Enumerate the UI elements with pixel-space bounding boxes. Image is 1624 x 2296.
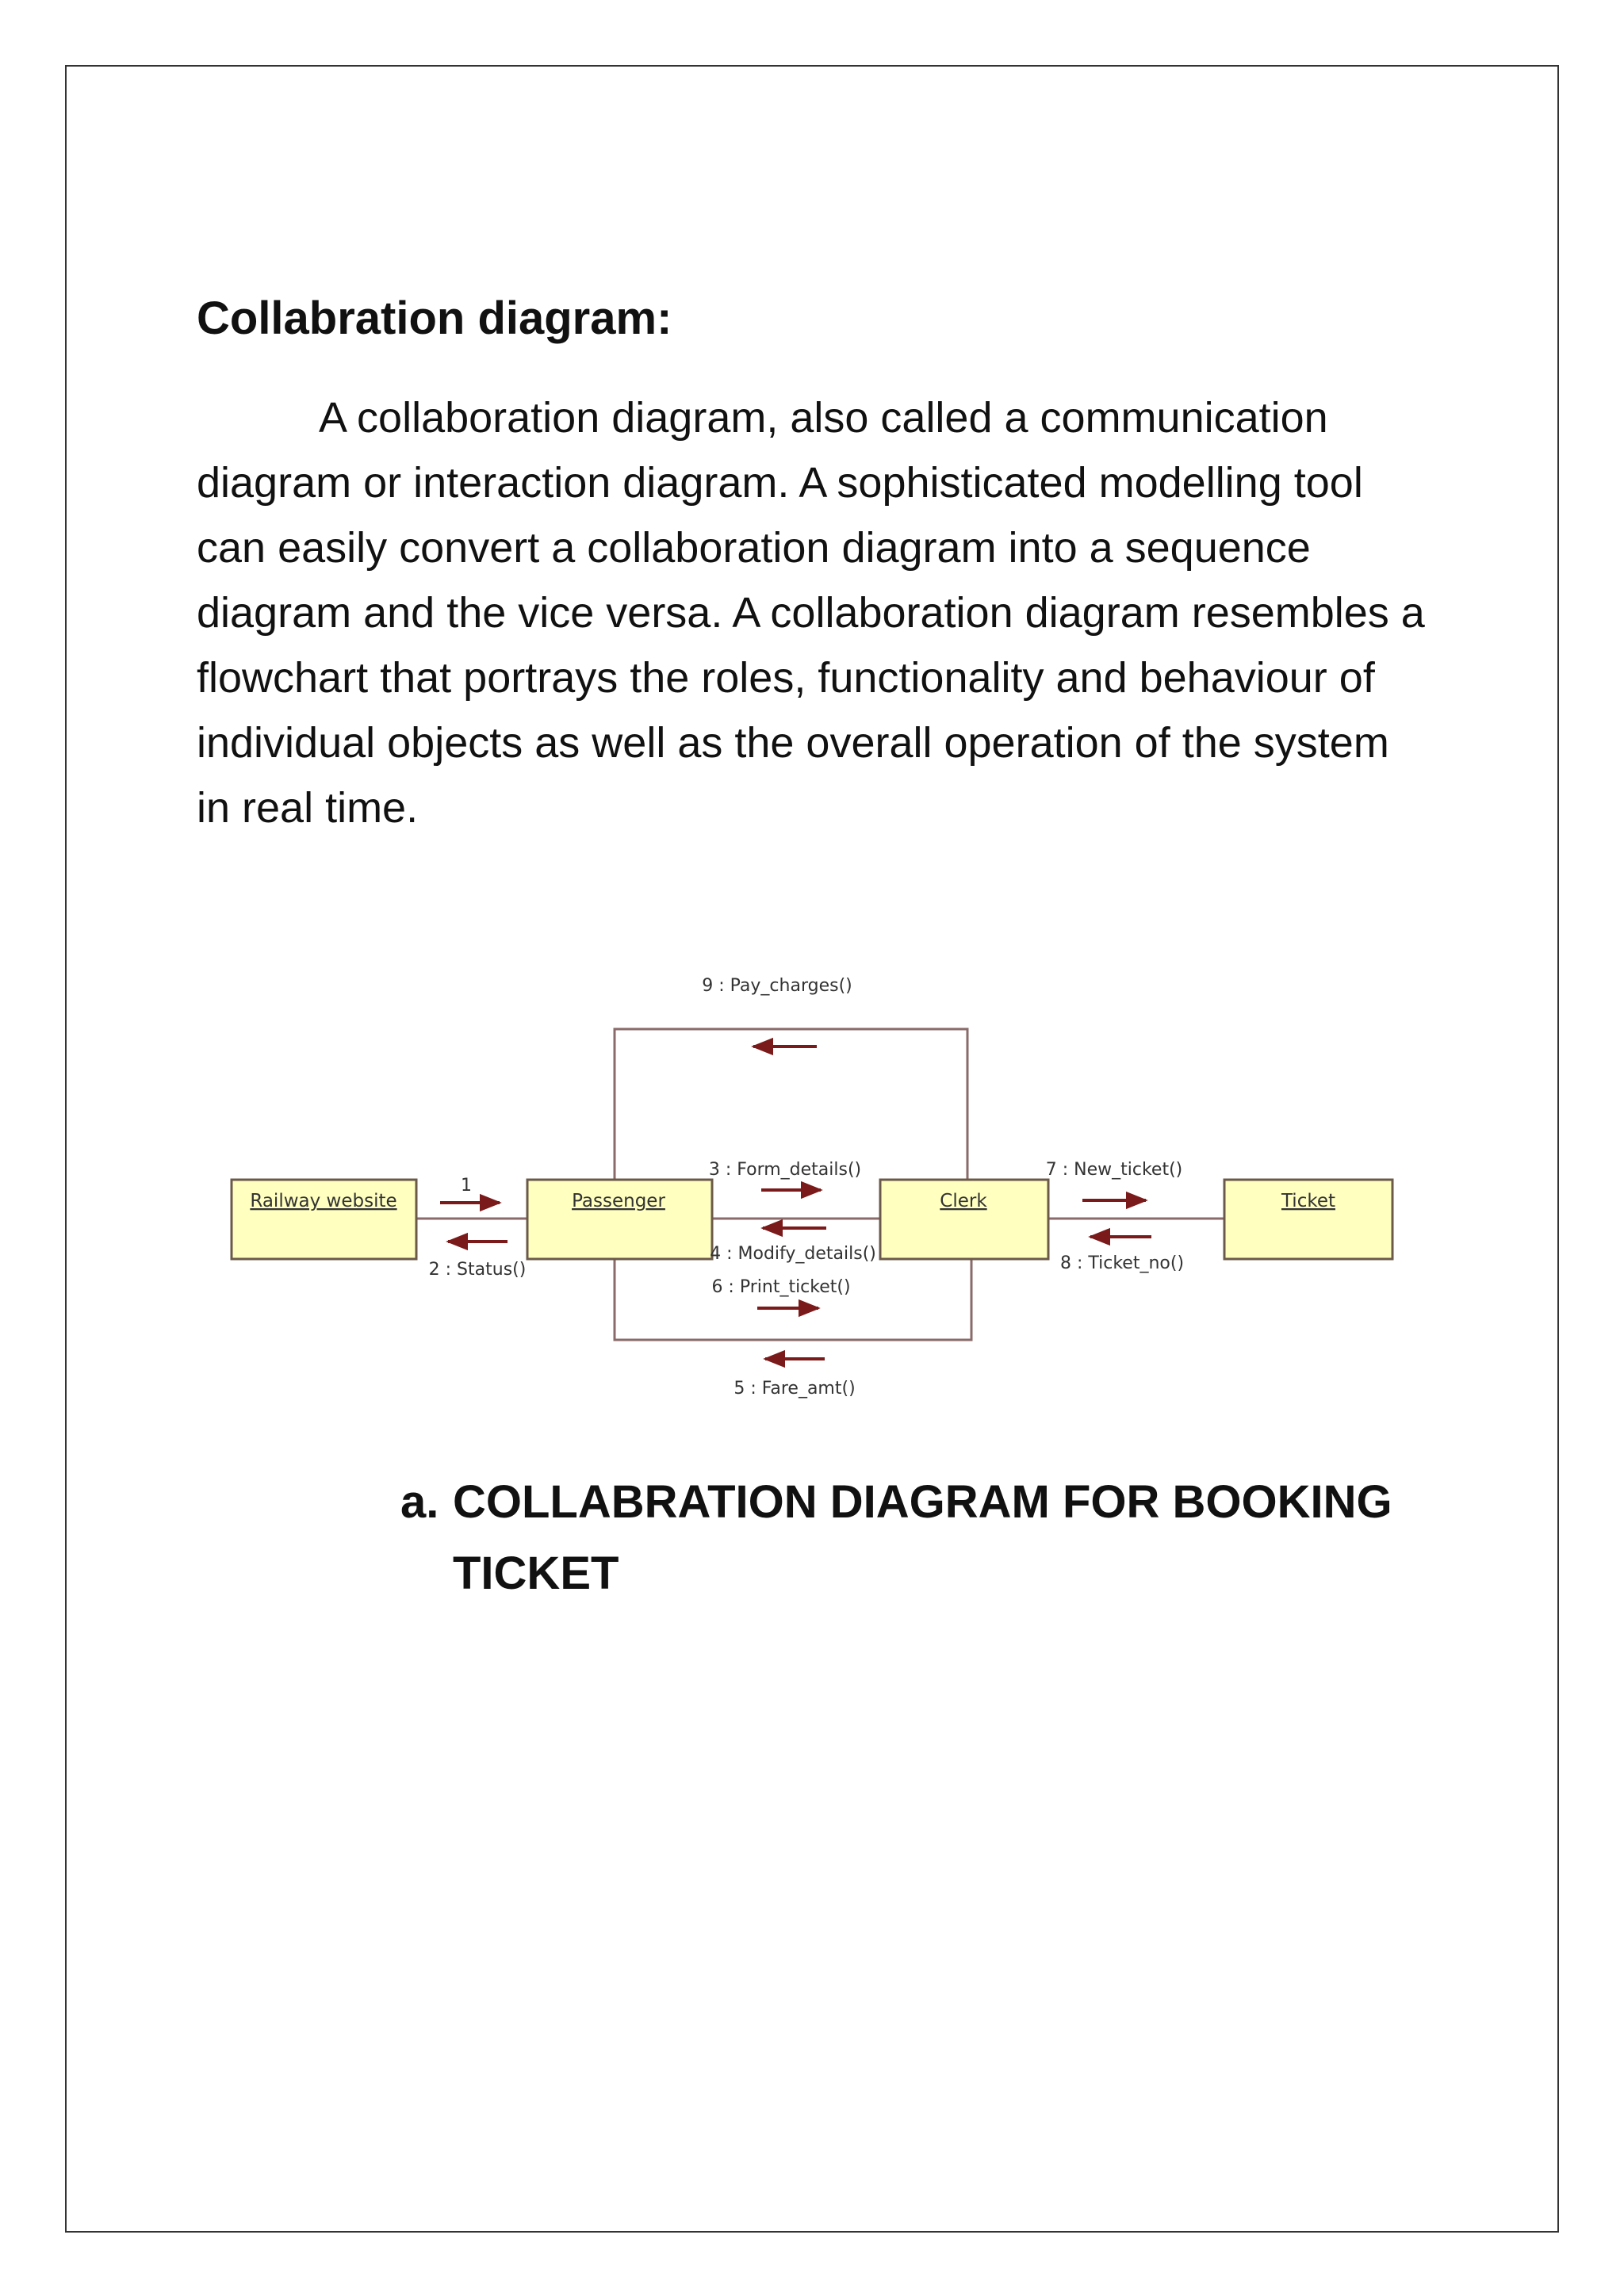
caption-marker: a. <box>400 1476 439 1528</box>
collaboration-diagram <box>222 967 1411 1411</box>
msg-label-9: 9 : Pay_charges() <box>702 976 852 996</box>
caption-line-1: COLLABRATION DIAGRAM FOR BOOKING <box>453 1476 1392 1528</box>
object-passenger <box>527 1180 712 1259</box>
object-passenger-label: Passenger <box>572 1191 665 1211</box>
object-railway-website-label: Railway website <box>250 1191 397 1211</box>
figure-caption <box>400 1467 1431 1609</box>
object-railway-website <box>232 1180 416 1259</box>
msg-label-5: 5 : Fare_amt() <box>733 1379 856 1399</box>
object-clerk <box>880 1180 1048 1259</box>
link-top-loop <box>615 1029 967 1180</box>
description-paragraph: A collaboration diagram, also called a communication diagram or interaction diagram. A sophisticated modelling tool can easily convert a collaboration diagram into a sequence diagram and the vice versa. A collaboration diagram resembles a flowchart that portrays the roles, functionality and behaviour of individual objects as well as the overall operation of the system in real time. <box>197 394 1425 832</box>
link-bottom-loop <box>615 1258 971 1340</box>
object-clerk-label: Clerk <box>940 1191 987 1211</box>
msg-label-8: 8 : Ticket_no() <box>1059 1253 1185 1273</box>
msg-label-1: 1 <box>461 1176 472 1196</box>
section-heading: Collabration diagram: <box>197 293 672 344</box>
msg-label-7: 7 : New_ticket() <box>1045 1160 1183 1180</box>
object-ticket <box>1224 1180 1392 1259</box>
caption-line-2: TICKET <box>453 1548 619 1599</box>
msg-label-2: 2 : Status() <box>428 1260 527 1280</box>
msg-label-6: 6 : Print_ticket() <box>711 1277 851 1297</box>
object-ticket-label: Ticket <box>1281 1191 1336 1211</box>
msg-label-3: 3 : Form_details() <box>708 1160 862 1180</box>
msg-label-4: 4 : Modify_details() <box>710 1244 876 1264</box>
